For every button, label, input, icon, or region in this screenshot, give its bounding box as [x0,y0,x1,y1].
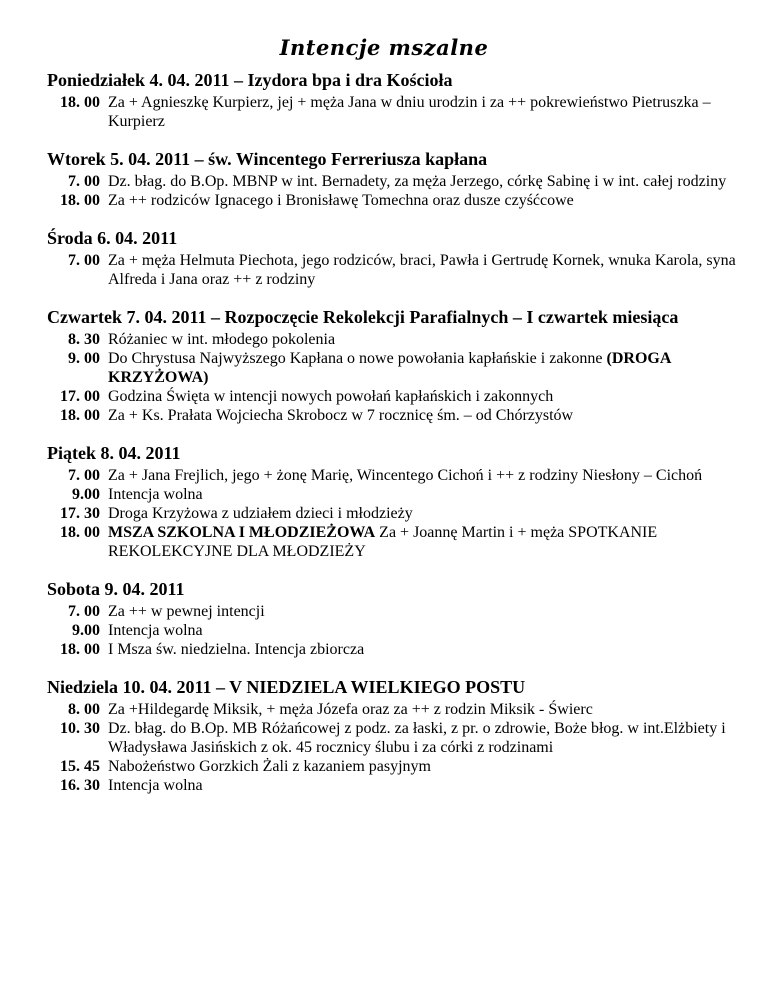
mass-row [47,523,737,561]
mass-intention-text: Intencja wolna [108,486,203,503]
mass-intention-text: Za ++ w pewnej intencji [108,603,265,620]
mass-intention [108,251,737,289]
mass-intention [108,93,737,131]
mass-intention-text: Droga Krzyżowa z udziałem dzieci i młodzieży [108,505,413,522]
mass-intention-text: Za +Hildegardę Miksik, + męża Józefa oraz za ++ z rodzin Miksik - Świerc [108,701,593,718]
mass-intention-text: Za + Joannę Martin i + męża SPOTKANIE REKOLEKCYJNE DLA MŁODZIEŻY [108,524,658,560]
mass-intention-text: I Msza św. niedzielna. Intencja zbiorcza [108,641,365,658]
mass-intention-text: Dz. błag. do B.Op. MB Różańcowej z podz. za łaski, z pr. o zdrowie, Boże błog. w int.Elżbiety i Władysława Jasińskich z ok. 45 rocznicy ślubu i za córki z rodzinami [108,720,726,756]
mass-intention [108,387,737,406]
mass-row [47,719,737,757]
mass-time: 8. 30 [68,331,100,348]
mass-row [47,251,737,289]
day-heading: Czwartek 7. 04. 2011 – Rozpoczęcie Rekolekcji Parafialnych – I czwartek miesiąca [47,307,679,327]
day-section [47,443,737,561]
mass-bold-label: MSZA SZKOLNA I MŁODZIEŻOWA [108,524,376,541]
mass-intention [108,523,737,561]
mass-intention-text: Za + Ks. Prałata Wojciecha Skrobocz w 7 rocznicę śm. – od Chórzystów [108,407,574,424]
mass-intention [108,349,737,387]
day-section [47,677,737,795]
mass-time: 18. 00 [60,641,100,658]
day-section [47,307,737,425]
mass-time: 9.00 [72,486,100,503]
mass-row [47,349,737,387]
mass-row [47,757,737,776]
mass-intention-text: Godzina Święta w intencji nowych powołań kapłańskich i zakonnych [108,388,554,405]
mass-time: 18. 00 [60,94,100,111]
mass-intention [108,621,737,640]
mass-time: 18. 00 [60,192,100,209]
mass-intention-text: Za + Jana Frejlich, jego + żonę Marię, Wincentego Cichoń i ++ z rodziny Niesłony – Cichoń [108,467,703,484]
mass-intention [108,757,737,776]
mass-time: 9. 00 [68,350,100,367]
mass-intention-text: Różaniec w int. młodego pokolenia [108,331,336,348]
mass-intention [108,700,737,719]
mass-row [47,191,737,210]
mass-row [47,93,737,131]
day-section [47,70,737,131]
mass-intention-text: Do Chrystusa Najwyższego Kapłana o nowe powołania kapłańskie i zakonne [108,350,607,367]
mass-intention [108,406,737,425]
mass-time: 7. 00 [68,467,100,484]
mass-time: 17. 00 [60,388,100,405]
day-heading: Wtorek 5. 04. 2011 – św. Wincentego Ferreriusza kapłana [47,149,488,169]
day-section [47,579,737,659]
mass-row [47,485,737,504]
mass-row [47,387,737,406]
mass-row [47,602,737,621]
mass-row [47,700,737,719]
mass-time: 7. 00 [68,173,100,190]
mass-row [47,466,737,485]
mass-intention [108,640,737,659]
mass-time: 7. 00 [68,252,100,269]
page-title: Intencje mszalne [279,35,489,60]
day-heading: Sobota 9. 04. 2011 [47,579,185,599]
mass-intention [108,466,737,485]
mass-row [47,621,737,640]
mass-intention [108,330,737,349]
mass-intention [108,504,737,523]
day-heading: Piątek 8. 04. 2011 [47,443,181,463]
mass-time: 9.00 [72,622,100,639]
mass-time: 8. 00 [68,701,100,718]
mass-time: 15. 45 [60,758,100,775]
mass-intention-text: Za + Agnieszkę Kurpierz, jej + męża Jana w dniu urodzin i za ++ pokrewieństwo Pietruszka – Kurpierz [108,94,711,130]
mass-intention-text: Intencja wolna [108,777,203,794]
day-heading: Środa 6. 04. 2011 [47,228,178,248]
mass-intention [108,776,737,795]
mass-time: 16. 30 [60,777,100,794]
mass-intention [108,191,737,210]
mass-row [47,640,737,659]
mass-intention [108,485,737,504]
mass-intention [108,719,737,757]
mass-bold-note: (DROGA KRZYŻOWA) [108,350,671,386]
mass-intention-text: Dz. błag. do B.Op. MBNP w int. Bernadety, za męża Jerzego, córkę Sabinę i w int. całej rodziny [108,173,727,190]
day-heading: Poniedziałek 4. 04. 2011 – Izydora bpa i dra Kościoła [47,70,453,90]
mass-intention-text: Za ++ rodziców Ignacego i Bronisławę Tomechna oraz dusze czyśćcowe [108,192,574,209]
day-section [47,149,737,210]
mass-intention-text: Intencja wolna [108,622,203,639]
mass-intention [108,602,737,621]
mass-time: 18. 00 [60,524,100,541]
mass-time: 7. 00 [68,603,100,620]
mass-time: 10. 30 [60,720,100,737]
mass-row [47,406,737,425]
day-heading: Niedziela 10. 04. 2011 – V NIEDZIELA WIELKIEGO POSTU [47,677,526,697]
mass-time: 17. 30 [60,505,100,522]
mass-row [47,504,737,523]
mass-intention-text: Za + męża Helmuta Piechota, jego rodziców, braci, Pawła i Gertrudę Kornek, wnuka Karola, syna Alfreda i Jana oraz ++ z rodziny [108,252,736,288]
intentions-list [47,70,737,813]
mass-row [47,330,737,349]
day-section [47,228,737,289]
mass-intention-text: Nabożeństwo Gorzkich Żali z kazaniem pasyjnym [108,758,431,775]
mass-intention [108,172,737,191]
mass-row [47,776,737,795]
mass-time: 18. 00 [60,407,100,424]
mass-row [47,172,737,191]
